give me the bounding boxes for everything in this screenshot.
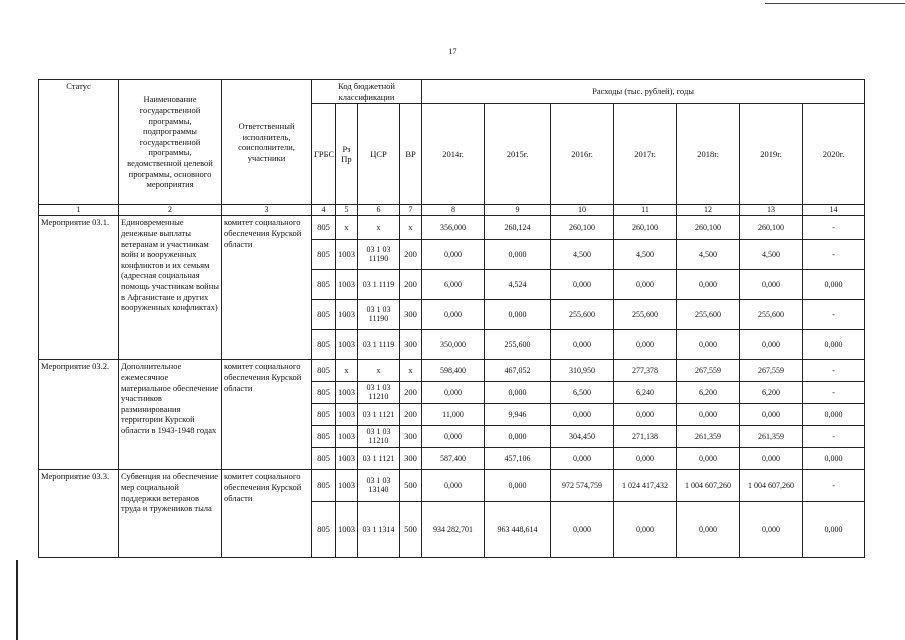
amount-cell: 0,000 xyxy=(485,300,551,330)
amount-cell: 0,000 xyxy=(422,300,485,330)
amount-cell: 260,100 xyxy=(677,216,740,240)
amount-cell: 267,559 xyxy=(740,360,803,382)
grbs-cell: 805 xyxy=(312,240,336,270)
amount-cell: - xyxy=(803,360,865,382)
csr-cell: х xyxy=(358,216,400,240)
amount-cell: 304,450 xyxy=(551,426,614,448)
status-cell: Мероприятие 03.3. xyxy=(39,470,119,558)
table-row xyxy=(39,216,865,240)
grbs-cell: 805 xyxy=(312,470,336,502)
name-cell: Субвенция на обеспечение мер социальной поддержки ветеранов труда и тружеников тыла xyxy=(119,470,222,558)
amount-cell: 6,000 xyxy=(422,270,485,300)
amount-cell: 0,000 xyxy=(614,330,677,360)
amount-cell: 0,000 xyxy=(422,470,485,502)
column-number: 5 xyxy=(336,205,358,216)
amount-cell: 4,500 xyxy=(614,240,677,270)
amount-cell: - xyxy=(803,216,865,240)
amount-cell: 310,950 xyxy=(551,360,614,382)
amount-cell: 9,946 xyxy=(485,404,551,426)
header-vr: ВР xyxy=(400,104,422,205)
column-number: 4 xyxy=(312,205,336,216)
column-number: 7 xyxy=(400,205,422,216)
amount-cell: 260,100 xyxy=(614,216,677,240)
table-row xyxy=(39,360,865,382)
vr-cell: 500 xyxy=(400,502,422,558)
header-year: 2016г. xyxy=(551,104,614,205)
amount-cell: - xyxy=(803,300,865,330)
rzpr-cell: 1003 xyxy=(336,426,358,448)
amount-cell: 0,000 xyxy=(740,502,803,558)
amount-cell: 0,000 xyxy=(677,330,740,360)
amount-cell: 6,200 xyxy=(740,382,803,404)
rzpr-cell: 1003 xyxy=(336,300,358,330)
grbs-cell: 805 xyxy=(312,448,336,470)
header-code-group: Код бюджетной классификации xyxy=(312,80,422,104)
amount-cell: 0,000 xyxy=(803,448,865,470)
amount-cell: 271,138 xyxy=(614,426,677,448)
amount-cell: 0,000 xyxy=(740,270,803,300)
column-number: 9 xyxy=(485,205,551,216)
amount-cell: - xyxy=(803,426,865,448)
amount-cell: 0,000 xyxy=(740,330,803,360)
amount-cell: 0,000 xyxy=(803,502,865,558)
column-number: 6 xyxy=(358,205,400,216)
grbs-cell: 805 xyxy=(312,360,336,382)
amount-cell: 4,500 xyxy=(551,240,614,270)
scan-left-edge xyxy=(16,560,18,640)
vr-cell: 200 xyxy=(400,404,422,426)
rzpr-cell: 1003 xyxy=(336,502,358,558)
header-csr: ЦСР xyxy=(358,104,400,205)
amount-cell: 0,000 xyxy=(677,270,740,300)
header-year: 2020г. xyxy=(803,104,865,205)
amount-cell: 6,200 xyxy=(677,382,740,404)
rzpr-cell: 1003 xyxy=(336,270,358,300)
amount-cell: 0,000 xyxy=(740,404,803,426)
column-number: 3 xyxy=(222,205,312,216)
amount-cell: 261,359 xyxy=(740,426,803,448)
amount-cell: 0,000 xyxy=(803,330,865,360)
status-cell: Мероприятие 03.2. xyxy=(39,360,119,470)
amount-cell: 0,000 xyxy=(422,426,485,448)
amount-cell: 255,600 xyxy=(485,330,551,360)
amount-cell: 0,000 xyxy=(551,330,614,360)
grbs-cell: 805 xyxy=(312,300,336,330)
column-number: 10 xyxy=(551,205,614,216)
header-year: 2015г. xyxy=(485,104,551,205)
header-rzpr: Рз Пр xyxy=(336,104,358,205)
column-number: 12 xyxy=(677,205,740,216)
amount-cell: 0,000 xyxy=(614,270,677,300)
amount-cell: 587,400 xyxy=(422,448,485,470)
amount-cell: 934 282,701 xyxy=(422,502,485,558)
vr-cell: 200 xyxy=(400,240,422,270)
table-body xyxy=(39,216,865,558)
rzpr-cell: 1003 xyxy=(336,404,358,426)
rzpr-cell: 1003 xyxy=(336,330,358,360)
amount-cell: 267,559 xyxy=(677,360,740,382)
amount-cell: - xyxy=(803,470,865,502)
header-expenses-group: Расходы (тыс. рублей), годы xyxy=(422,80,865,104)
vr-cell: 200 xyxy=(400,382,422,404)
header-year: 2017г. xyxy=(614,104,677,205)
header-year: 2014г. xyxy=(422,104,485,205)
amount-cell: 0,000 xyxy=(551,502,614,558)
column-number-row xyxy=(39,205,865,216)
column-number: 1 xyxy=(39,205,119,216)
amount-cell: 4,524 xyxy=(485,270,551,300)
header-year: 2018г. xyxy=(677,104,740,205)
amount-cell: 0,000 xyxy=(422,240,485,270)
amount-cell: 255,600 xyxy=(614,300,677,330)
amount-cell: 0,000 xyxy=(485,382,551,404)
amount-cell: 972 574,759 xyxy=(551,470,614,502)
grbs-cell: 805 xyxy=(312,216,336,240)
amount-cell: 0,000 xyxy=(677,448,740,470)
amount-cell: 1 004 607,260 xyxy=(740,470,803,502)
column-number: 13 xyxy=(740,205,803,216)
rzpr-cell: х xyxy=(336,216,358,240)
csr-cell: 03 1 1314 xyxy=(358,502,400,558)
amount-cell: 457,106 xyxy=(485,448,551,470)
csr-cell: 03 1 03 11190 xyxy=(358,240,400,270)
vr-cell: 300 xyxy=(400,300,422,330)
header-grbs: ГРБС xyxy=(312,104,336,205)
amount-cell: 277,378 xyxy=(614,360,677,382)
amount-cell: 0,000 xyxy=(677,502,740,558)
page-number: 17 xyxy=(448,47,457,56)
csr-cell: 03 1 1119 xyxy=(358,270,400,300)
grbs-cell: 805 xyxy=(312,330,336,360)
amount-cell: 0,000 xyxy=(485,426,551,448)
amount-cell: 350,000 xyxy=(422,330,485,360)
amount-cell: 6,240 xyxy=(614,382,677,404)
csr-cell: 03 1 1121 xyxy=(358,404,400,426)
budget-table xyxy=(38,79,865,558)
grbs-cell: 805 xyxy=(312,502,336,558)
grbs-cell: 805 xyxy=(312,404,336,426)
amount-cell: 467,052 xyxy=(485,360,551,382)
csr-cell: 03 1 1121 xyxy=(358,448,400,470)
vr-cell: 200 xyxy=(400,270,422,300)
amount-cell: 260,100 xyxy=(740,216,803,240)
executor-cell: комитет социального обеспечения Курской области xyxy=(222,216,312,360)
grbs-cell: 805 xyxy=(312,270,336,300)
column-number: 14 xyxy=(803,205,865,216)
vr-cell: 300 xyxy=(400,448,422,470)
scan-edge-line xyxy=(765,3,905,4)
amount-cell: 0,000 xyxy=(485,240,551,270)
csr-cell: 03 1 03 11190 xyxy=(358,300,400,330)
csr-cell: 03 1 03 11210 xyxy=(358,382,400,404)
amount-cell: 0,000 xyxy=(803,270,865,300)
amount-cell: 0,000 xyxy=(803,404,865,426)
name-cell: Дополнительное ежемесячное материальное обеспечение участников разминирования территории Курской области в 1943-1948 годах xyxy=(119,360,222,470)
table-row xyxy=(39,470,865,502)
amount-cell: 0,000 xyxy=(677,404,740,426)
amount-cell: 1 004 607,260 xyxy=(677,470,740,502)
amount-cell: 260,100 xyxy=(551,216,614,240)
csr-cell: 03 1 03 13140 xyxy=(358,470,400,502)
amount-cell: 0,000 xyxy=(614,404,677,426)
amount-cell: 4,500 xyxy=(677,240,740,270)
amount-cell: 0,000 xyxy=(422,382,485,404)
vr-cell: 500 xyxy=(400,470,422,502)
rzpr-cell: х xyxy=(336,360,358,382)
status-cell: Мероприятие 03.1. xyxy=(39,216,119,360)
csr-cell: 03 1 03 11210 xyxy=(358,426,400,448)
amount-cell: 4,500 xyxy=(740,240,803,270)
amount-cell: 0,000 xyxy=(551,404,614,426)
rzpr-cell: 1003 xyxy=(336,382,358,404)
rzpr-cell: 1003 xyxy=(336,240,358,270)
header-year: 2019г. xyxy=(740,104,803,205)
amount-cell: 0,000 xyxy=(614,448,677,470)
amount-cell: - xyxy=(803,382,865,404)
amount-cell: 260,124 xyxy=(485,216,551,240)
rzpr-cell: 1003 xyxy=(336,448,358,470)
header-name: Наименование государственной программы, подпрограммы государственной программы, ведомственной целевой программы, основного мероприятия xyxy=(119,80,222,205)
amount-cell: 11,000 xyxy=(422,404,485,426)
amount-cell: 0,000 xyxy=(551,270,614,300)
amount-cell: 0,000 xyxy=(551,448,614,470)
vr-cell: х xyxy=(400,360,422,382)
header-executor: Ответственный исполнитель, соисполнители, участники xyxy=(222,80,312,205)
name-cell: Единовременные денежные выплаты ветеранам и участникам войн и вооруженных конфликтов и их семьям (адресная социальная помощь участникам войны в Афганистане и других вооруженных конфликтах) xyxy=(119,216,222,360)
grbs-cell: 805 xyxy=(312,426,336,448)
column-number: 2 xyxy=(119,205,222,216)
rzpr-cell: 1003 xyxy=(336,470,358,502)
csr-cell: 03 1 1119 xyxy=(358,330,400,360)
amount-cell: 598,400 xyxy=(422,360,485,382)
amount-cell: 0,000 xyxy=(614,502,677,558)
amount-cell: 0,000 xyxy=(740,448,803,470)
amount-cell: 255,600 xyxy=(551,300,614,330)
vr-cell: 300 xyxy=(400,330,422,360)
executor-cell: комитет социального обеспечения Курской области xyxy=(222,360,312,470)
vr-cell: 300 xyxy=(400,426,422,448)
csr-cell: х xyxy=(358,360,400,382)
amount-cell: 1 024 417,432 xyxy=(614,470,677,502)
executor-cell: комитет социального обеспечения Курской области xyxy=(222,470,312,558)
header-status: Статус xyxy=(39,80,119,205)
amount-cell: 255,600 xyxy=(677,300,740,330)
amount-cell: 356,000 xyxy=(422,216,485,240)
vr-cell: х xyxy=(400,216,422,240)
column-number: 8 xyxy=(422,205,485,216)
amount-cell: 6,500 xyxy=(551,382,614,404)
amount-cell: 963 448,614 xyxy=(485,502,551,558)
amount-cell: 255,600 xyxy=(740,300,803,330)
grbs-cell: 805 xyxy=(312,382,336,404)
amount-cell: 261,359 xyxy=(677,426,740,448)
amount-cell: 0,000 xyxy=(485,470,551,502)
amount-cell: - xyxy=(803,240,865,270)
column-number: 11 xyxy=(614,205,677,216)
